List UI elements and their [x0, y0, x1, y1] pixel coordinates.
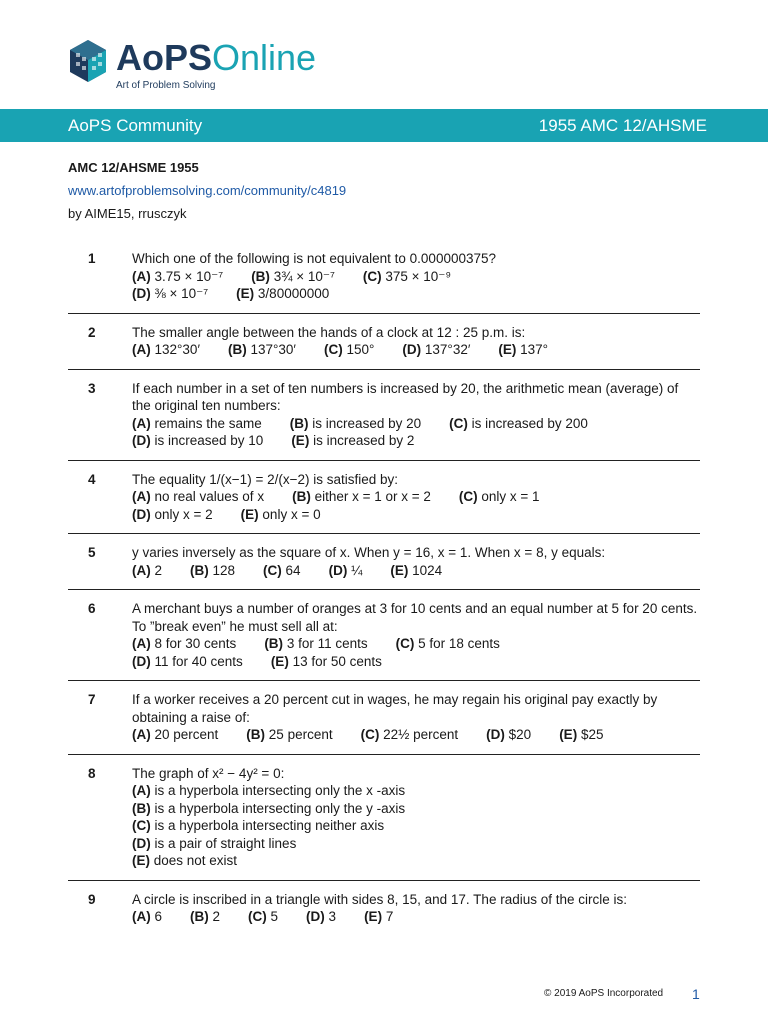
- page-number: 1: [692, 986, 700, 1002]
- answer-row: [132, 817, 700, 835]
- answer-choice: (A) 2: [132, 562, 163, 578]
- header-banner: [0, 109, 768, 142]
- answer-choice: (B) 137°30′: [227, 342, 296, 357]
- problem-list: [68, 250, 700, 946]
- answer-row: [132, 835, 700, 853]
- problem-body: [132, 324, 700, 359]
- logo-tagline: Art of Problem Solving: [116, 80, 216, 91]
- problem-body: [132, 250, 700, 303]
- answer-choice: (B) 3 for 11 cents: [264, 636, 368, 651]
- problem-stem: y varies inversely as the square of x. When y = 16, x = 1. When x = 8, y equals:: [132, 545, 606, 560]
- problem-number: 4: [88, 471, 96, 487]
- answer-choice: (A) 132°30′: [132, 342, 200, 357]
- answer-choice: (E) 3/80000000: [236, 286, 330, 301]
- answer-choice: (C) is a hyperbola intersecting neither axis: [132, 818, 385, 833]
- answer-choice: (E) $25: [559, 727, 604, 742]
- answer-row: [132, 506, 700, 524]
- problem-7: [68, 691, 700, 755]
- problem-number: 3: [88, 380, 96, 396]
- answer-choice: (A) 6: [132, 909, 163, 924]
- problem-body: [132, 544, 700, 579]
- answer-choice: (A) is a hyperbola intersecting only the x -axis: [132, 783, 406, 798]
- problem-number: 9: [88, 891, 96, 907]
- answer-choice: (C) 375 × 10⁻⁹: [362, 268, 452, 284]
- answer-row: [132, 488, 700, 506]
- problem-stem: A circle is inscribed in a triangle with sides 8, 15, and 17. The radius of the circle is:: [132, 891, 627, 907]
- problem-stem: If each number in a set of ten numbers is increased by 20, the arithmetic mean (average) of the original ten numbers:: [132, 380, 679, 413]
- problem-body: [132, 765, 700, 870]
- answer-choice: (B) is a hyperbola intersecting only the y -axis: [132, 800, 406, 816]
- problem-6: [68, 600, 700, 681]
- problem-number: 5: [88, 545, 96, 560]
- answer-row: [132, 800, 700, 818]
- answer-row: [132, 432, 700, 450]
- answer-row: [132, 726, 700, 744]
- problem-stem: If a worker receives a 20 percent cut in wages, he may regain his original pay exactly by obtaining a raise of:: [132, 692, 658, 725]
- answer-row: [132, 852, 700, 870]
- problem-body: [132, 600, 700, 670]
- community-link[interactable]: AoPS Community: [68, 115, 203, 135]
- answer-choice: (A) no real values of x: [132, 489, 265, 504]
- problem-body: [132, 691, 700, 744]
- problem-body: [132, 891, 700, 926]
- answer-choice: (E) 137°: [498, 342, 549, 357]
- problem-number: 2: [88, 324, 96, 340]
- community-url-link[interactable]: www.artofproblemsolving.com/community/c4819: [68, 183, 347, 198]
- answer-choice: (D) ⅜ × 10⁻⁷: [132, 286, 209, 301]
- answer-choice: (C) 150°: [323, 342, 375, 357]
- answer-choice: (D) is increased by 10: [132, 433, 264, 448]
- problem-body: [132, 471, 700, 524]
- problem-stem: A merchant buys a number of oranges at 3 for 10 cents and an equal number at 5 for 20 cents. To ”break even” he must sell all at:: [132, 601, 698, 634]
- answer-row: [132, 908, 700, 926]
- answer-choice: (A) 20 percent: [132, 727, 219, 742]
- answer-choice: (A) remains the same: [132, 415, 262, 431]
- answer-choice: (E) 13 for 50 cents: [270, 653, 382, 669]
- answer-choice: (B) either x = 1 or x = 2: [292, 489, 431, 504]
- aops-cube-icon: [68, 38, 108, 84]
- problem-number: 1: [88, 251, 96, 266]
- answer-choice: (D) 137°32′: [402, 342, 471, 357]
- problem-9: [68, 891, 700, 936]
- answer-choice: (E) does not exist: [132, 853, 238, 868]
- problem-2: [68, 324, 700, 370]
- answer-choice: (E) is increased by 2: [291, 433, 415, 448]
- answer-choice: (E) 7: [364, 909, 394, 924]
- problem-number: 7: [88, 692, 96, 707]
- problem-3: [68, 380, 700, 461]
- problem-4: [68, 471, 700, 535]
- answer-choice: (C) 5: [248, 909, 279, 924]
- aops-logo[interactable]: [68, 38, 316, 94]
- answer-choice: (E) only x = 0: [240, 506, 321, 522]
- logo-online: Online: [212, 37, 317, 78]
- problem-stem: The smaller angle between the hands of a clock at 12 : 25 p.m. is:: [132, 324, 526, 340]
- answer-choice: (D) 3: [306, 909, 337, 924]
- answer-row: [132, 341, 700, 359]
- answer-row: [132, 268, 700, 286]
- problem-body: [132, 380, 700, 450]
- problem-5: [68, 544, 700, 590]
- answer-choice: (B) 3¾ × 10⁻⁷: [251, 268, 335, 284]
- answer-choice: (E) 1024: [390, 562, 443, 578]
- answer-choice: (B) is increased by 20: [289, 415, 422, 431]
- answer-choice: (D) ¼: [328, 562, 363, 578]
- document-title: AMC 12/AHSME 1955: [68, 160, 199, 175]
- answer-row: [132, 285, 700, 303]
- copyright: © 2019 AoPS Incorporated: [544, 988, 664, 999]
- problem-8: [68, 765, 700, 881]
- answer-row: [132, 562, 700, 580]
- answer-choice: (D) only x = 2: [132, 506, 213, 522]
- answer-choice: (C) 22½ percent: [360, 727, 459, 742]
- answer-choice: (C) is increased by 200: [449, 415, 588, 431]
- document-meta: [68, 156, 346, 225]
- problem-number: 8: [88, 765, 96, 781]
- problem-stem: Which one of the following is not equivalent to 0.000000375?: [132, 251, 497, 266]
- answer-choice: (A) 3.75 × 10⁻⁷: [132, 268, 224, 284]
- answer-choice: (C) only x = 1: [458, 489, 540, 504]
- contest-title: 1955 AMC 12/AHSME: [538, 115, 707, 135]
- problem-1: [68, 250, 700, 314]
- answer-choice: (D) 11 for 40 cents: [132, 653, 243, 669]
- authors: by AIME15, rrusczyk: [68, 206, 187, 221]
- problem-stem: The graph of x² − 4y² = 0:: [132, 765, 285, 781]
- answer-row: [132, 635, 700, 653]
- problem-number: 6: [88, 601, 96, 616]
- answer-choice: (C) 5 for 18 cents: [395, 636, 500, 651]
- answer-choice: (B) 25 percent: [246, 727, 333, 742]
- answer-row: [132, 782, 700, 800]
- answer-choice: (D) is a pair of straight lines: [132, 835, 297, 851]
- problem-stem: The equality 1/(x−1) = 2/(x−2) is satisfied by:: [132, 471, 398, 487]
- answer-choice: (D) $20: [486, 727, 532, 742]
- logo-brand: AoPS: [116, 37, 213, 78]
- answer-choice: (A) 8 for 30 cents: [132, 636, 237, 651]
- answer-row: [132, 653, 700, 671]
- answer-choice: (B) 2: [190, 909, 221, 924]
- answer-row: [132, 415, 700, 433]
- answer-choice: (B) 128: [190, 562, 236, 578]
- answer-choice: (C) 64: [263, 562, 301, 578]
